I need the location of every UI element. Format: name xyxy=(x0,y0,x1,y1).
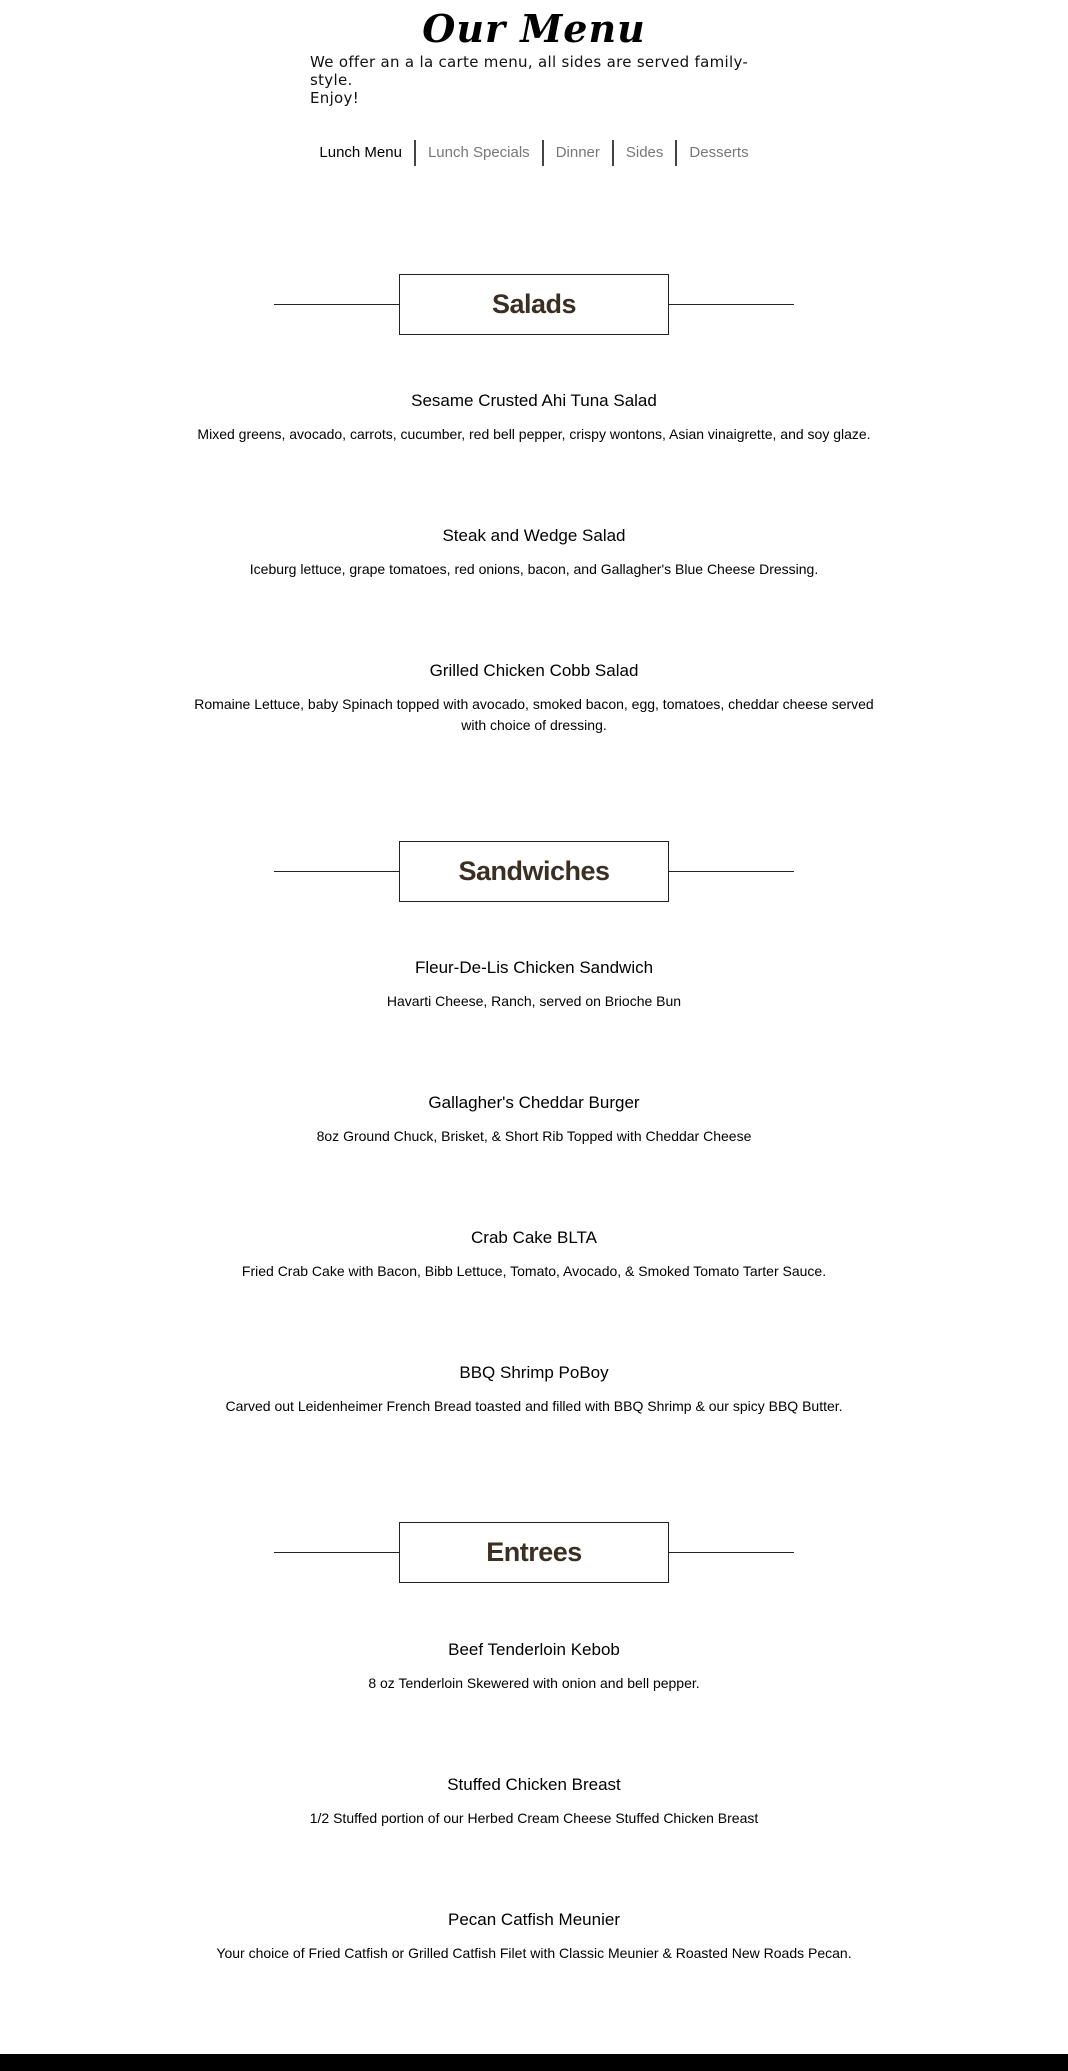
item-description: Mixed greens, avocado, carrots, cucumber, red bell pepper, crispy wontons, Asian vinaigrette, and soy glaze. xyxy=(197,426,871,442)
menu-item xyxy=(0,1639,1068,1694)
menu-item xyxy=(0,1092,1068,1147)
section-header-salads xyxy=(0,274,1068,336)
item-name: Stuffed Chicken Breast xyxy=(447,1775,621,1794)
item-name: Grilled Chicken Cobb Salad xyxy=(429,661,639,680)
section-title: Sandwiches xyxy=(399,841,669,902)
divider-line xyxy=(669,1552,794,1553)
divider-line xyxy=(274,304,399,305)
page-title: Our Menu xyxy=(422,6,646,51)
intro-text xyxy=(310,53,750,107)
section-header-sandwiches xyxy=(0,841,1068,903)
item-description: Carved out Leidenheimer French Bread toasted and filled with BBQ Shrimp & our spicy BBQ Butter. xyxy=(225,1398,843,1414)
item-name: Beef Tenderloin Kebob xyxy=(448,1640,620,1659)
divider-line xyxy=(669,304,794,305)
menu-item xyxy=(0,957,1068,1012)
item-description: Your choice of Fried Catfish or Grilled Catfish Filet with Classic Meunier & Roasted New Roads Pecan. xyxy=(216,1945,852,1961)
item-name: Sesame Crusted Ahi Tuna Salad xyxy=(411,391,657,410)
section-title: Salads xyxy=(399,274,669,335)
item-description: Iceburg lettuce, grape tomatoes, red onions, bacon, and Gallagher's Blue Cheese Dressing. xyxy=(249,561,819,577)
menu-item xyxy=(0,525,1068,580)
tab-desserts[interactable]: Desserts xyxy=(689,144,749,161)
menu-item xyxy=(0,390,1068,445)
menu-item xyxy=(0,1362,1068,1417)
item-description: 1/2 Stuffed portion of our Herbed Cream Cheese Stuffed Chicken Breast xyxy=(309,1810,759,1826)
menu-tabs xyxy=(0,140,1068,166)
item-name: Pecan Catfish Meunier xyxy=(448,1910,620,1929)
tab-dinner[interactable]: Dinner xyxy=(555,144,600,161)
tab-sides[interactable]: Sides xyxy=(625,144,664,161)
menu-item xyxy=(0,1774,1068,1829)
item-name: Gallagher's Cheddar Burger xyxy=(428,1093,640,1112)
tab-lunch-specials[interactable]: Lunch Specials xyxy=(427,144,530,161)
divider-line xyxy=(669,871,794,872)
section-title: Entrees xyxy=(399,1522,669,1583)
item-name: BBQ Shrimp PoBoy xyxy=(459,1363,609,1382)
item-description: Romaine Lettuce, baby Spinach topped with avocado, smoked bacon, egg, tomatoes, cheddar cheese served with choice of dressing. xyxy=(194,696,874,733)
intro-line: Enjoy! xyxy=(310,89,360,107)
item-description: 8oz Ground Chuck, Brisket, & Short Rib Topped with Cheddar Cheese xyxy=(316,1128,752,1144)
menu-item xyxy=(0,1227,1068,1282)
item-description: Havarti Cheese, Ranch, served on Brioche Bun xyxy=(386,993,682,1009)
divider-line xyxy=(274,871,399,872)
footer-bar xyxy=(0,2054,1068,2071)
menu-item xyxy=(0,1909,1068,1964)
item-name: Steak and Wedge Salad xyxy=(442,526,626,545)
menu-item xyxy=(0,660,1068,736)
divider-line xyxy=(274,1552,399,1553)
intro-line: We offer an a la carte menu, all sides are served family-style. xyxy=(310,53,749,89)
item-description: Fried Crab Cake with Bacon, Bibb Lettuce, Tomato, Avocado, & Smoked Tomato Tarter Sauce. xyxy=(241,1263,827,1279)
tab-lunch-menu[interactable]: Lunch Menu xyxy=(319,144,402,161)
item-name: Crab Cake BLTA xyxy=(471,1228,597,1247)
section-header-entrees xyxy=(0,1522,1068,1584)
item-name: Fleur-De-Lis Chicken Sandwich xyxy=(414,958,654,977)
item-description: 8 oz Tenderloin Skewered with onion and bell pepper. xyxy=(368,1675,700,1691)
